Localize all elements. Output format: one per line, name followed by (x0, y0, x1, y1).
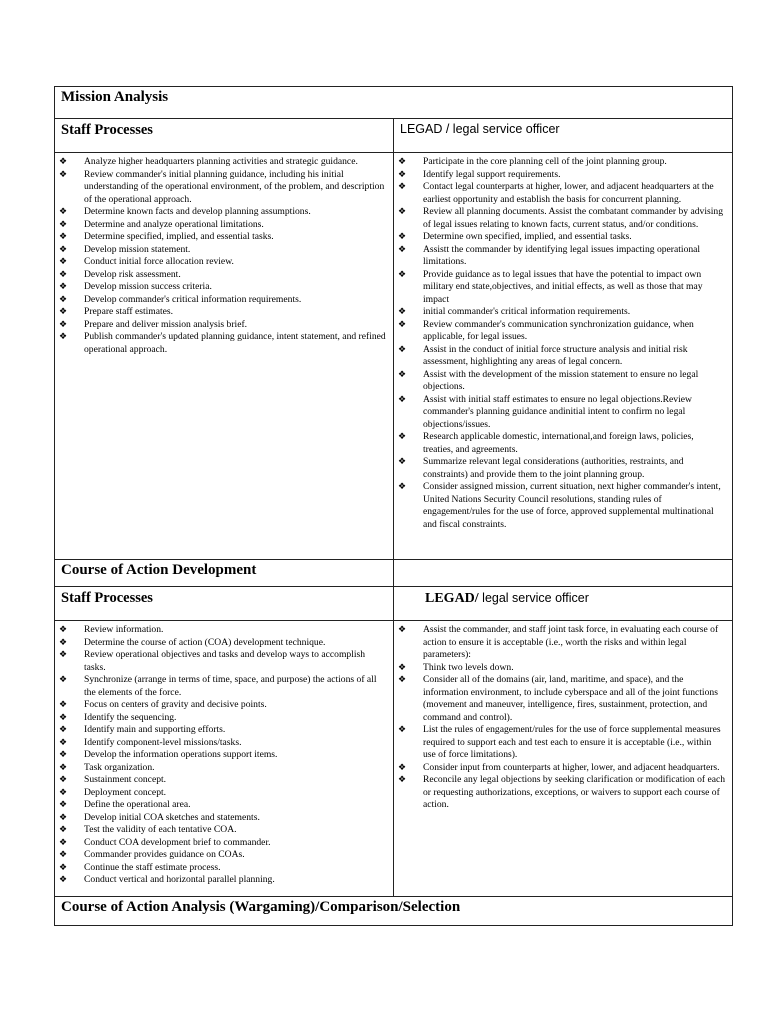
list-item-text: Prepare staff estimates. (84, 306, 174, 317)
list-item-text: Identify the sequencing. (84, 711, 177, 723)
bullet-icon: ❖ (59, 737, 68, 748)
bullet-icon: ❖ (398, 625, 407, 635)
bullet-icon: ❖ (59, 244, 68, 255)
staff-processes-cell (55, 153, 394, 560)
bullet-icon: ❖ (398, 169, 407, 180)
staff-processes-list (55, 621, 393, 887)
list-item-text: Participate in the core planning cell of the joint planning group. (423, 156, 667, 167)
list-item (398, 169, 726, 182)
list-item-text: Identify main and supporting efforts. (84, 724, 226, 735)
bullet-icon: ❖ (398, 232, 407, 242)
list-item (59, 269, 387, 282)
bullet-icon: ❖ (59, 269, 68, 280)
section-title-coa-analysis: Course of Action Analysis (Wargaming)/Comparison/Selection (55, 897, 733, 926)
list-item (59, 156, 387, 169)
list-item (59, 219, 387, 232)
bullet-icon: ❖ (398, 307, 407, 317)
list-item-text: Sustainment concept. (84, 774, 167, 785)
legad-tasks-cell (394, 621, 733, 897)
bullet-icon: ❖ (59, 787, 68, 798)
list-item (398, 431, 726, 456)
bullet-icon: ❖ (59, 307, 68, 317)
list-item-text: Determine the course of action (COA) development technique. (84, 636, 326, 648)
bullet-icon: ❖ (398, 762, 407, 773)
bullet-icon: ❖ (398, 394, 407, 405)
planning-table (54, 86, 733, 926)
list-item (59, 674, 387, 699)
bullet-icon: ❖ (59, 219, 68, 230)
staff-processes-list (55, 153, 393, 356)
list-item (59, 319, 387, 332)
bullet-icon: ❖ (59, 850, 68, 860)
list-item (59, 787, 387, 800)
legad-tasks-cell (394, 153, 733, 560)
bullet-icon: ❖ (59, 319, 68, 330)
bullet-icon: ❖ (59, 207, 68, 217)
list-item-text: Identify component-level missions/tasks. (84, 736, 242, 748)
list-item (59, 724, 387, 737)
staff-processes-header: Staff Processes (55, 119, 394, 153)
list-item-text: Publish commander's updated planning guidance, intent statement, and refined operational approach. (84, 331, 386, 355)
bullet-icon: ❖ (59, 282, 68, 292)
list-item (398, 206, 726, 231)
list-item (398, 306, 726, 319)
list-item-text: Assist the commander, and staff joint task force, in evaluating each course of action to ensure it is acceptable (i.e., worth the risks and within legal parameters): (423, 624, 719, 660)
section-title-mission-analysis: Mission Analysis (55, 87, 733, 119)
bullet-icon: ❖ (59, 762, 68, 773)
list-item-text: Review commander's communication synchronization guidance, when applicable, for legal issues. (423, 318, 694, 342)
list-item-text: initial commander's critical information requirements. (423, 306, 631, 317)
list-item (398, 244, 726, 269)
list-item-text: Review information. (84, 624, 164, 635)
bullet-icon: ❖ (398, 457, 407, 467)
bullet-icon: ❖ (398, 157, 407, 167)
bullet-icon: ❖ (59, 637, 68, 648)
list-item-text: Develop commander's critical information requirements. (84, 293, 302, 305)
bullet-icon: ❖ (398, 182, 407, 192)
bullet-icon: ❖ (398, 244, 407, 255)
list-item-text: Determine known facts and develop planning assumptions. (84, 206, 311, 217)
list-item-text: Synchronize (arrange in terms of time, space, and purpose) the actions of all the elements of the force. (84, 674, 377, 698)
list-item (398, 624, 726, 662)
bullet-icon: ❖ (59, 332, 68, 342)
bullet-icon: ❖ (398, 662, 407, 673)
list-item (398, 156, 726, 169)
bullet-icon: ❖ (398, 725, 407, 735)
list-item (398, 762, 726, 775)
section-title-coa-development: Course of Action Development (55, 560, 394, 587)
bullet-icon: ❖ (398, 344, 407, 355)
bullet-icon: ❖ (59, 625, 68, 635)
list-item-text: Consider assigned mission, current situation, next higher commander's intent, United Nations Security Council resolutions, standing rules of engagement/rules for the use of force, approved supplemental multinational and fiscal constraints. (423, 481, 721, 530)
bullet-icon: ❖ (398, 775, 407, 785)
list-item-text: Research applicable domestic, international,and foreign laws, policies, treaties, and agreements. (423, 431, 694, 455)
bullet-icon: ❖ (398, 319, 407, 330)
bullet-icon: ❖ (59, 775, 68, 785)
bullet-icon: ❖ (59, 812, 68, 823)
legad-header (394, 587, 733, 621)
list-item-text: Assistt the commander by identifying legal issues impacting operational limitations. (423, 243, 701, 267)
list-item-text: Think two levels down. (423, 661, 514, 673)
list-item-text: Consider all of the domains (air, land, maritime, and space), and the information environment, to include cyberspace and all of the joint functions (movement and maneuver, intelligence, fires, sustainment, protection, and command and control). (423, 674, 718, 723)
list-item (398, 481, 726, 531)
bullet-icon: ❖ (59, 837, 68, 848)
empty-cell (394, 560, 733, 587)
bullet-icon: ❖ (59, 232, 68, 242)
list-item (398, 456, 726, 481)
list-item-text: Review operational objectives and tasks and develop ways to accomplish tasks. (84, 649, 366, 673)
list-item (398, 181, 726, 206)
list-item-text: Assist with initial staff estimates to ensure no legal objections.Review commander's planning guidance andinitial intent to confirm no legal objections/issues. (423, 393, 692, 430)
list-item-text: Define the operational area. (84, 799, 191, 810)
bullet-icon: ❖ (59, 800, 68, 810)
legad-tasks-list (394, 621, 732, 812)
list-item-text: Commander provides guidance on COAs. (84, 849, 245, 860)
bullet-icon: ❖ (59, 650, 68, 660)
list-item (398, 369, 726, 394)
list-item (398, 269, 726, 307)
bullet-icon: ❖ (59, 294, 68, 305)
bullet-icon: ❖ (59, 712, 68, 723)
list-item (59, 169, 387, 207)
list-item-text: Develop mission success criteria. (84, 281, 212, 292)
staff-processes-cell (55, 621, 394, 897)
list-item (59, 306, 387, 319)
list-item (59, 799, 387, 812)
list-item-text: Conduct vertical and horizontal parallel planning. (84, 874, 275, 885)
bullet-icon: ❖ (398, 369, 407, 380)
list-item (398, 724, 726, 762)
list-item (59, 849, 387, 862)
list-item (59, 624, 387, 637)
list-item (59, 244, 387, 257)
bullet-icon: ❖ (59, 257, 68, 267)
legad-label: LEGAD/ (425, 591, 479, 606)
list-item (59, 331, 387, 356)
list-item-text: Identify legal support requirements. (423, 168, 561, 180)
legal-service-officer-label: legal service officer (478, 591, 589, 605)
list-item-text: Test the validity of each tentative COA. (84, 824, 237, 835)
bullet-icon: ❖ (59, 825, 68, 835)
list-item-text: Develop risk assessment. (84, 268, 181, 280)
list-item (398, 394, 726, 432)
bullet-icon: ❖ (59, 725, 68, 735)
list-item (59, 649, 387, 674)
bullet-icon: ❖ (59, 700, 68, 710)
list-item-text: Consider input from counterparts at higher, lower, and adjacent headquarters. (423, 761, 720, 773)
list-item-text: Conduct COA development brief to commander. (84, 836, 271, 848)
list-item-text: Determine and analyze operational limitations. (84, 218, 264, 230)
list-item-text: Develop the information operations support items. (84, 749, 278, 760)
list-item (59, 712, 387, 725)
list-item-text: Prepare and deliver mission analysis brief. (84, 318, 248, 330)
bullet-icon: ❖ (59, 750, 68, 760)
list-item (59, 837, 387, 850)
list-item (398, 319, 726, 344)
list-item (59, 231, 387, 244)
bullet-icon: ❖ (398, 675, 407, 685)
bullet-icon: ❖ (59, 875, 68, 885)
list-item-text: Provide guidance as to legal issues that have the potential to impact own military end state,objectives, and initial effects, as well as those that may impact (423, 268, 703, 305)
list-item-text: Assist in the conduct of initial force structure analysis and initial risk assessment, highlighting any areas of legal concern. (423, 343, 688, 367)
list-item (59, 281, 387, 294)
list-item (59, 737, 387, 750)
list-item (398, 344, 726, 369)
list-item-text: Focus on centers of gravity and decisive points. (84, 699, 267, 710)
list-item (59, 749, 387, 762)
list-item-text: List the rules of engagement/rules for the use of force supplemental measures required to support each and test each to ensure it is acceptable (i.e., within use of force limitations). (423, 724, 721, 760)
list-item-text: Review all planning documents. Assist the combatant commander by advising of legal issues relating to known facts, current status, and/or conditions. (423, 206, 724, 230)
list-item-text: Contact legal counterparts at higher, lower, and adjacent headquarters at the earliest opportunity and establish the basis for concurrent planning. (423, 181, 714, 205)
list-item (59, 294, 387, 307)
list-item-text: Determine specified, implied, and essential tasks. (84, 231, 274, 242)
list-item (59, 824, 387, 837)
list-item (59, 812, 387, 825)
list-item (398, 662, 726, 675)
list-item-text: Deployment concept. (84, 786, 167, 798)
bullet-icon: ❖ (398, 432, 407, 442)
list-item-text: Determine own specified, implied, and essential tasks. (423, 231, 632, 242)
bullet-icon: ❖ (398, 269, 407, 280)
list-item-text: Develop mission statement. (84, 243, 191, 255)
list-item (59, 874, 387, 887)
list-item-text: Reconcile any legal objections by seeking clarification or modification of each or requesting authorizations, exceptions, or waivers to support each course of action. (423, 774, 726, 810)
list-item-text: Task organization. (84, 761, 155, 773)
bullet-icon: ❖ (59, 862, 68, 873)
list-item (59, 762, 387, 775)
bullet-icon: ❖ (59, 157, 68, 167)
bullet-icon: ❖ (398, 482, 407, 492)
legad-header: LEGAD / legal service officer (394, 119, 733, 153)
list-item (59, 256, 387, 269)
list-item (398, 674, 726, 724)
bullet-icon: ❖ (59, 675, 68, 685)
list-item (59, 699, 387, 712)
staff-processes-header: Staff Processes (55, 587, 394, 621)
bullet-icon: ❖ (59, 169, 68, 180)
list-item (59, 637, 387, 650)
list-item (398, 231, 726, 244)
list-item-text: Review commander's initial planning guidance, including his initial understanding of the operational environment, of the problem, and description of the operational approach. (84, 168, 385, 205)
list-item-text: Analyze higher headquarters planning activities and strategic guidance. (84, 156, 358, 167)
legad-tasks-list (394, 153, 732, 531)
list-item-text: Continue the staff estimate process. (84, 861, 221, 873)
list-item (59, 206, 387, 219)
list-item (398, 774, 726, 812)
list-item-text: Develop initial COA sketches and statements. (84, 811, 260, 823)
list-item (59, 862, 387, 875)
list-item-text: Conduct initial force allocation review. (84, 256, 234, 267)
bullet-icon: ❖ (398, 207, 407, 217)
list-item-text: Assist with the development of the mission statement to ensure no legal objections. (423, 368, 699, 392)
list-item (59, 774, 387, 787)
list-item-text: Summarize relevant legal considerations (authorities, restraints, and constraints) and provide them to the joint planning group. (423, 456, 684, 480)
